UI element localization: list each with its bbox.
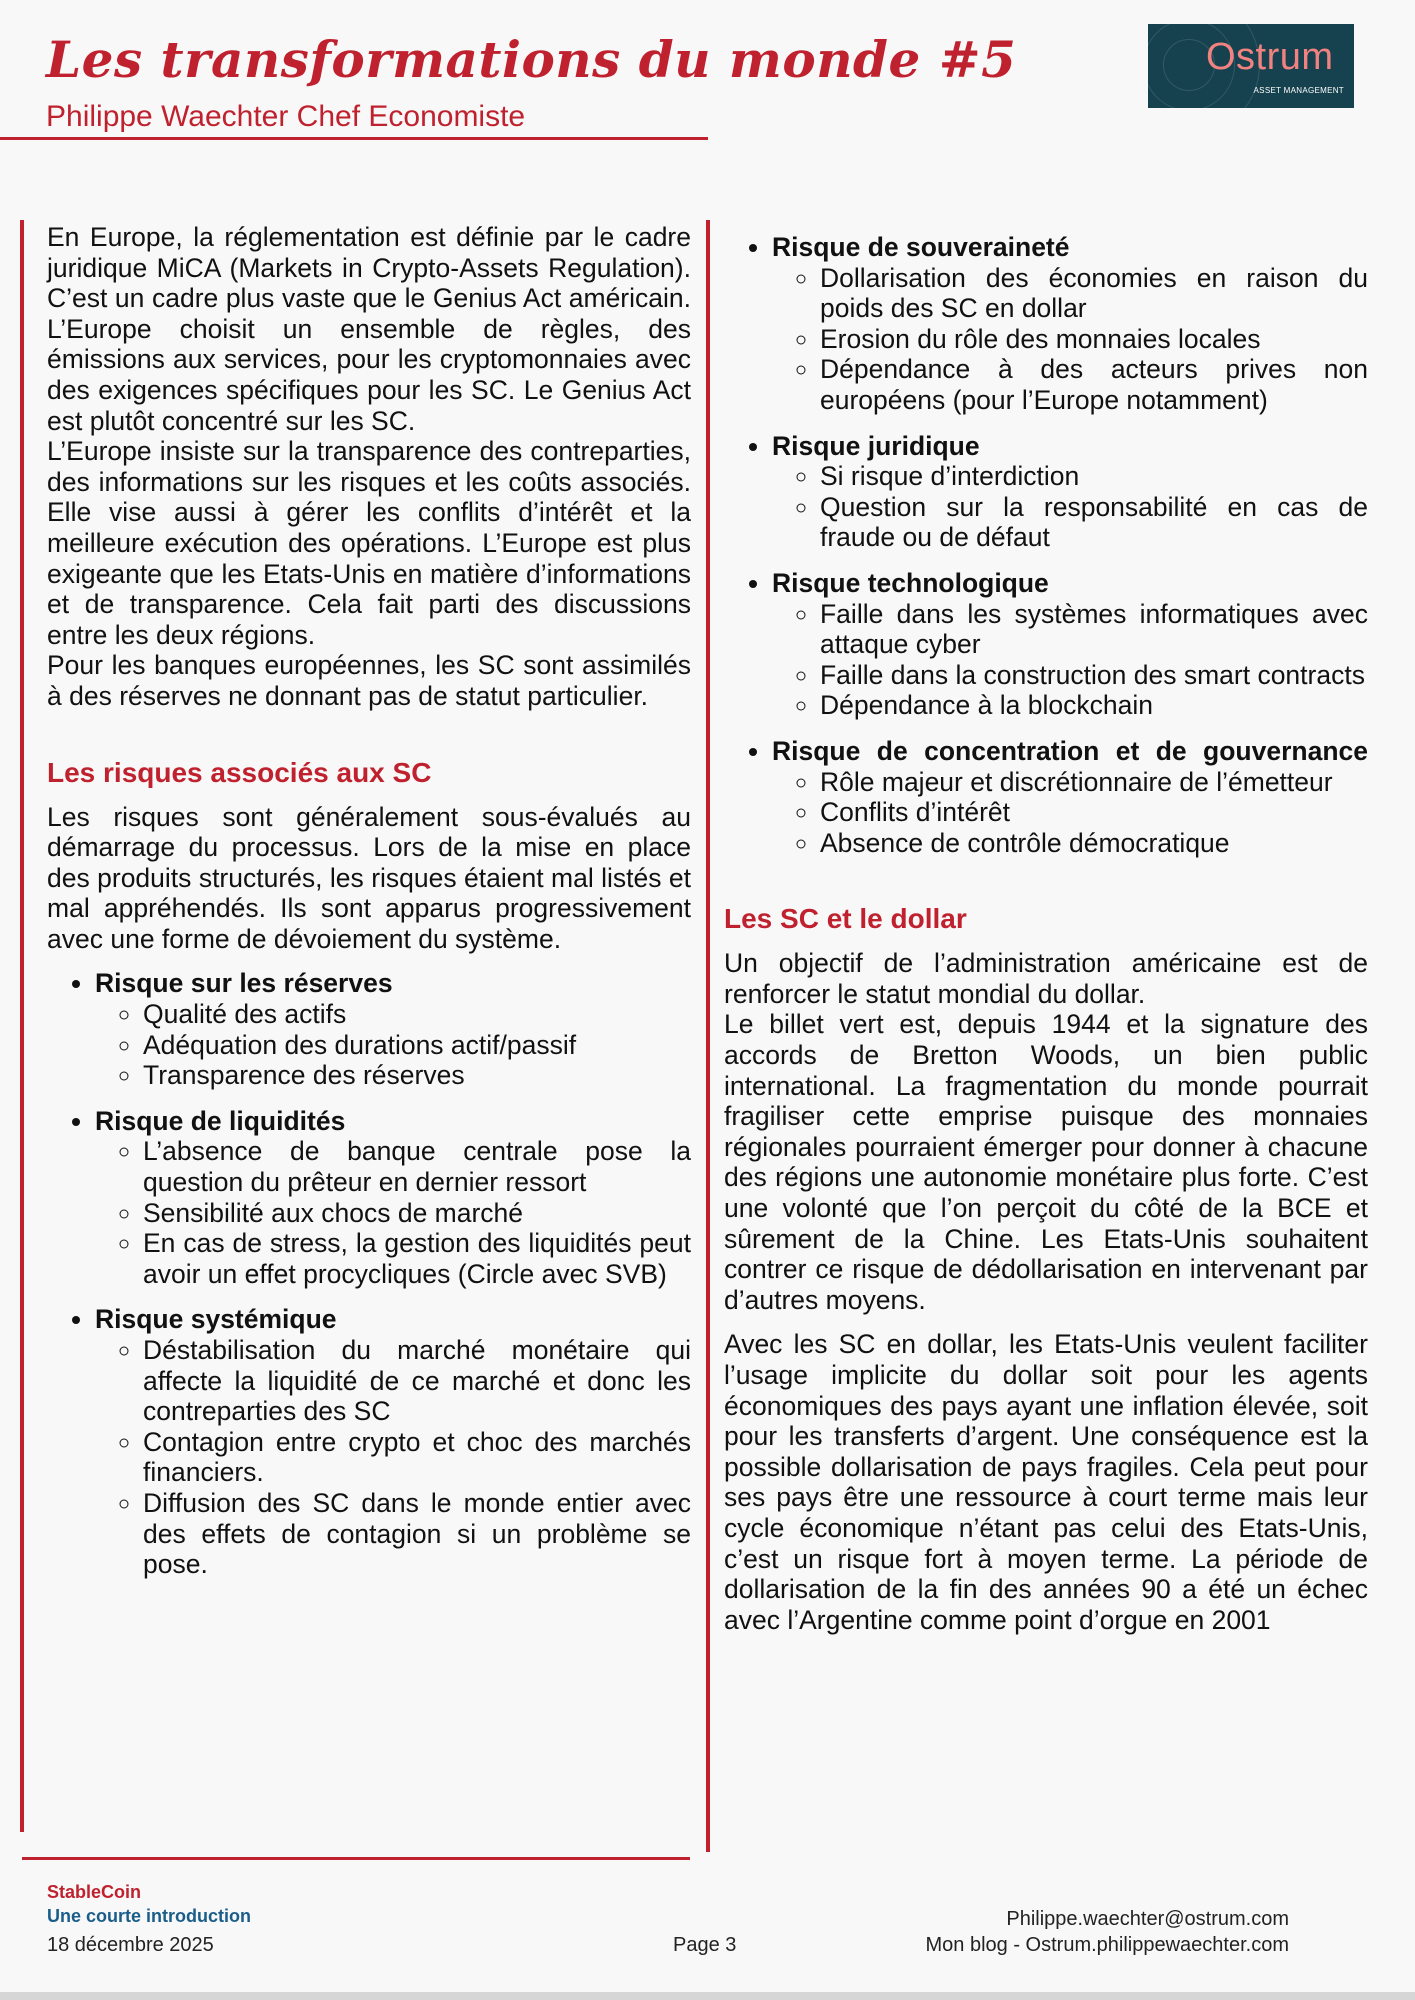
column-divider [706,220,710,1852]
dollar-paragraph: Avec les SC en dollar, les Etats-Unis veulent faciliter l’usage implicite du dollar soit pour les agents économiques des pays ayant une inflation élevée, soit pour les transferts d’argent. Une conséquence est la possible dollarisation de pays fragiles. Cela peut pour ses pays être une ressource à court terme mais leur cycle économique n’étant pas celui des Etats-Unis, c’est un risque fort à moyen terme. La période de dollarisation de la fin des années 90 a été un échec avec l’Argentine comme point d’orgue en 2001 [724,1329,1368,1635]
risk-title: Risque technologique [772,567,1049,598]
bottom-band [0,1992,1415,2000]
footer-blog-link[interactable]: Mon blog - Ostrum.philippewaechter.com [925,1934,1289,1956]
page-title: Les transformations du monde #5 [46,30,1017,89]
page-subtitle: Philippe Waechter Chef Economiste [46,100,526,133]
risk-subitem: ◦ Diffusion des SC dans le monde entier avec des effets de contagion si un problème se pose. [143,1488,691,1580]
footer-date: 18 décembre 2025 [47,1934,214,1956]
risk-subitem: ◦ Faille dans la construction des smart contracts [820,660,1368,691]
risk-subitem: ◦ Contagion entre crypto et choc des marchés financiers. [143,1427,691,1488]
footer-email[interactable]: Philippe.waechter@ostrum.com [1006,1908,1289,1930]
risk-title: Risque sur les réserves [95,968,393,999]
risk-item [95,1304,691,1579]
left-column [47,222,691,1580]
risk-subitem: ◦ Absence de contrôle démocratique [820,828,1368,859]
risk-subitem: ◦ Faille dans les systèmes informatiques avec attaque cyber [820,599,1368,660]
risk-subitem: ◦ En cas de stress, la gestion des liquidités peut avoir un effet procycliques (Circle avec SVB) [143,1228,691,1289]
risk-subitem: ◦ Adéquation des durations actif/passif [143,1030,691,1061]
risk-subitem: ◦ Dollarisation des économies en raison du poids des SC en dollar [820,263,1368,324]
risk-subitem: ◦ Erosion du rôle des monnaies locales [820,324,1368,355]
intro-paragraph: En Europe, la réglementation est définie par le cadre juridique MiCA (Markets in Crypto-Assets Regulation). C’est un cadre plus vaste que le Genius Act américain. L’Europe choisit un ensemble de règles, des émissions aux services, pour les cryptomonnaies avec des exigences spécifiques pour les SC. Le Genius Act est plutôt concentré sur les SC. [47,222,691,436]
footer-rule [22,1857,690,1860]
risk-item [772,736,1368,858]
right-column [724,232,1368,1635]
risk-item [95,1106,691,1290]
risks-intro-paragraph: Les risques sont généralement sous-évalués au démarrage du processus. Lors de la mise en place des produits structurés, les risques étaient mal listés et mal appréhendés. Ils sont apparus progressivement avec une forme de dévoiement du système. [47,801,691,954]
risk-subitem: ◦ Rôle majeur et discrétionnaire de l’émetteur [820,767,1368,798]
risk-subitem: ◦ Dépendance à des acteurs prives non européens (pour l’Europe notamment) [820,354,1368,415]
risk-item [772,232,1368,416]
risk-subitem: ◦ Question sur la responsabilité en cas de fraude ou de défaut [820,492,1368,553]
logo-brand: Ostrum [1206,36,1334,78]
risk-subitem: ◦ Qualité des actifs [143,999,691,1030]
intro-paragraph: L’Europe insiste sur la transparence des contreparties, des informations sur les risques et les coûts associés. Elle vise aussi à gérer les conflits d’intérêt et la meilleure exécution des opérations. L’Europe est plus exigeante que les Etats-Unis en matière d’informations et de transparence. Cela fait parti des discussions entre les deux régions. [47,436,691,650]
risk-title: Risque systémique [95,1304,337,1335]
risk-item [95,968,691,1090]
title-underline [0,137,708,140]
risk-subitem: ◦ Conflits d’intérêt [820,797,1368,828]
intro-paragraph: Pour les banques européennes, les SC sont assimilés à des réserves ne donnant pas de statut particulier. [47,650,691,711]
risk-title: Risque de souveraineté [772,232,1070,262]
risk-title: Risque juridique [772,430,980,461]
left-column-bar [20,220,24,1832]
ostrum-logo [1148,24,1354,108]
section-heading-dollar: Les SC et le dollar [724,903,967,935]
footer-series-subtitle: Une courte introduction [47,1906,251,1926]
dollar-paragraph: Le billet vert est, depuis 1944 et la signature des accords de Bretton Woods, un bien public international. La fragmentation du monde pourrait fragiliser cette emprise puisque des monnaies régionales pourraient émerger pour donner à chacune des régions une autonomie monétaire plus forte. C’est une volonté que l’on perçoit du côté de la BCE et sûrement de la Chine. Les Etats-Unis souhaitent contrer ce risque de dédollarisation en intervenant par d’autres moyens. [724,1009,1368,1315]
logo-tagline: ASSET MANAGEMENT [1253,86,1344,95]
risk-subitem: ◦ Si risque d’interdiction [820,461,1368,492]
risk-subitem: ◦ L’absence de banque centrale pose la question du prêteur en dernier ressort [143,1136,691,1197]
footer-series: StableCoin [47,1882,142,1902]
risk-subitem: ◦ Transparence des réserves [143,1060,691,1091]
risk-item [772,431,1368,553]
risk-subitem: ◦ Déstabilisation du marché monétaire qui affecte la liquidité de ce marché et donc les contreparties des SC [143,1335,691,1427]
risk-title: Risque de liquidités [95,1105,346,1136]
risk-list [47,968,691,1579]
risk-subitem: ◦ Dépendance à la blockchain [820,690,1368,721]
risk-list [724,232,1368,858]
section-heading-risks: Les risques associés aux SC [47,756,432,788]
dollar-paragraph: Un objectif de l’administration américaine est de renforcer le statut mondial du dollar. [724,948,1368,1009]
page-number: Page 3 [673,1934,737,1956]
risk-subitem: ◦ Sensibilité aux chocs de marché [143,1198,691,1229]
risk-item [772,568,1368,721]
risk-title: • Risque de concentration et de gouvernance [772,735,1368,766]
